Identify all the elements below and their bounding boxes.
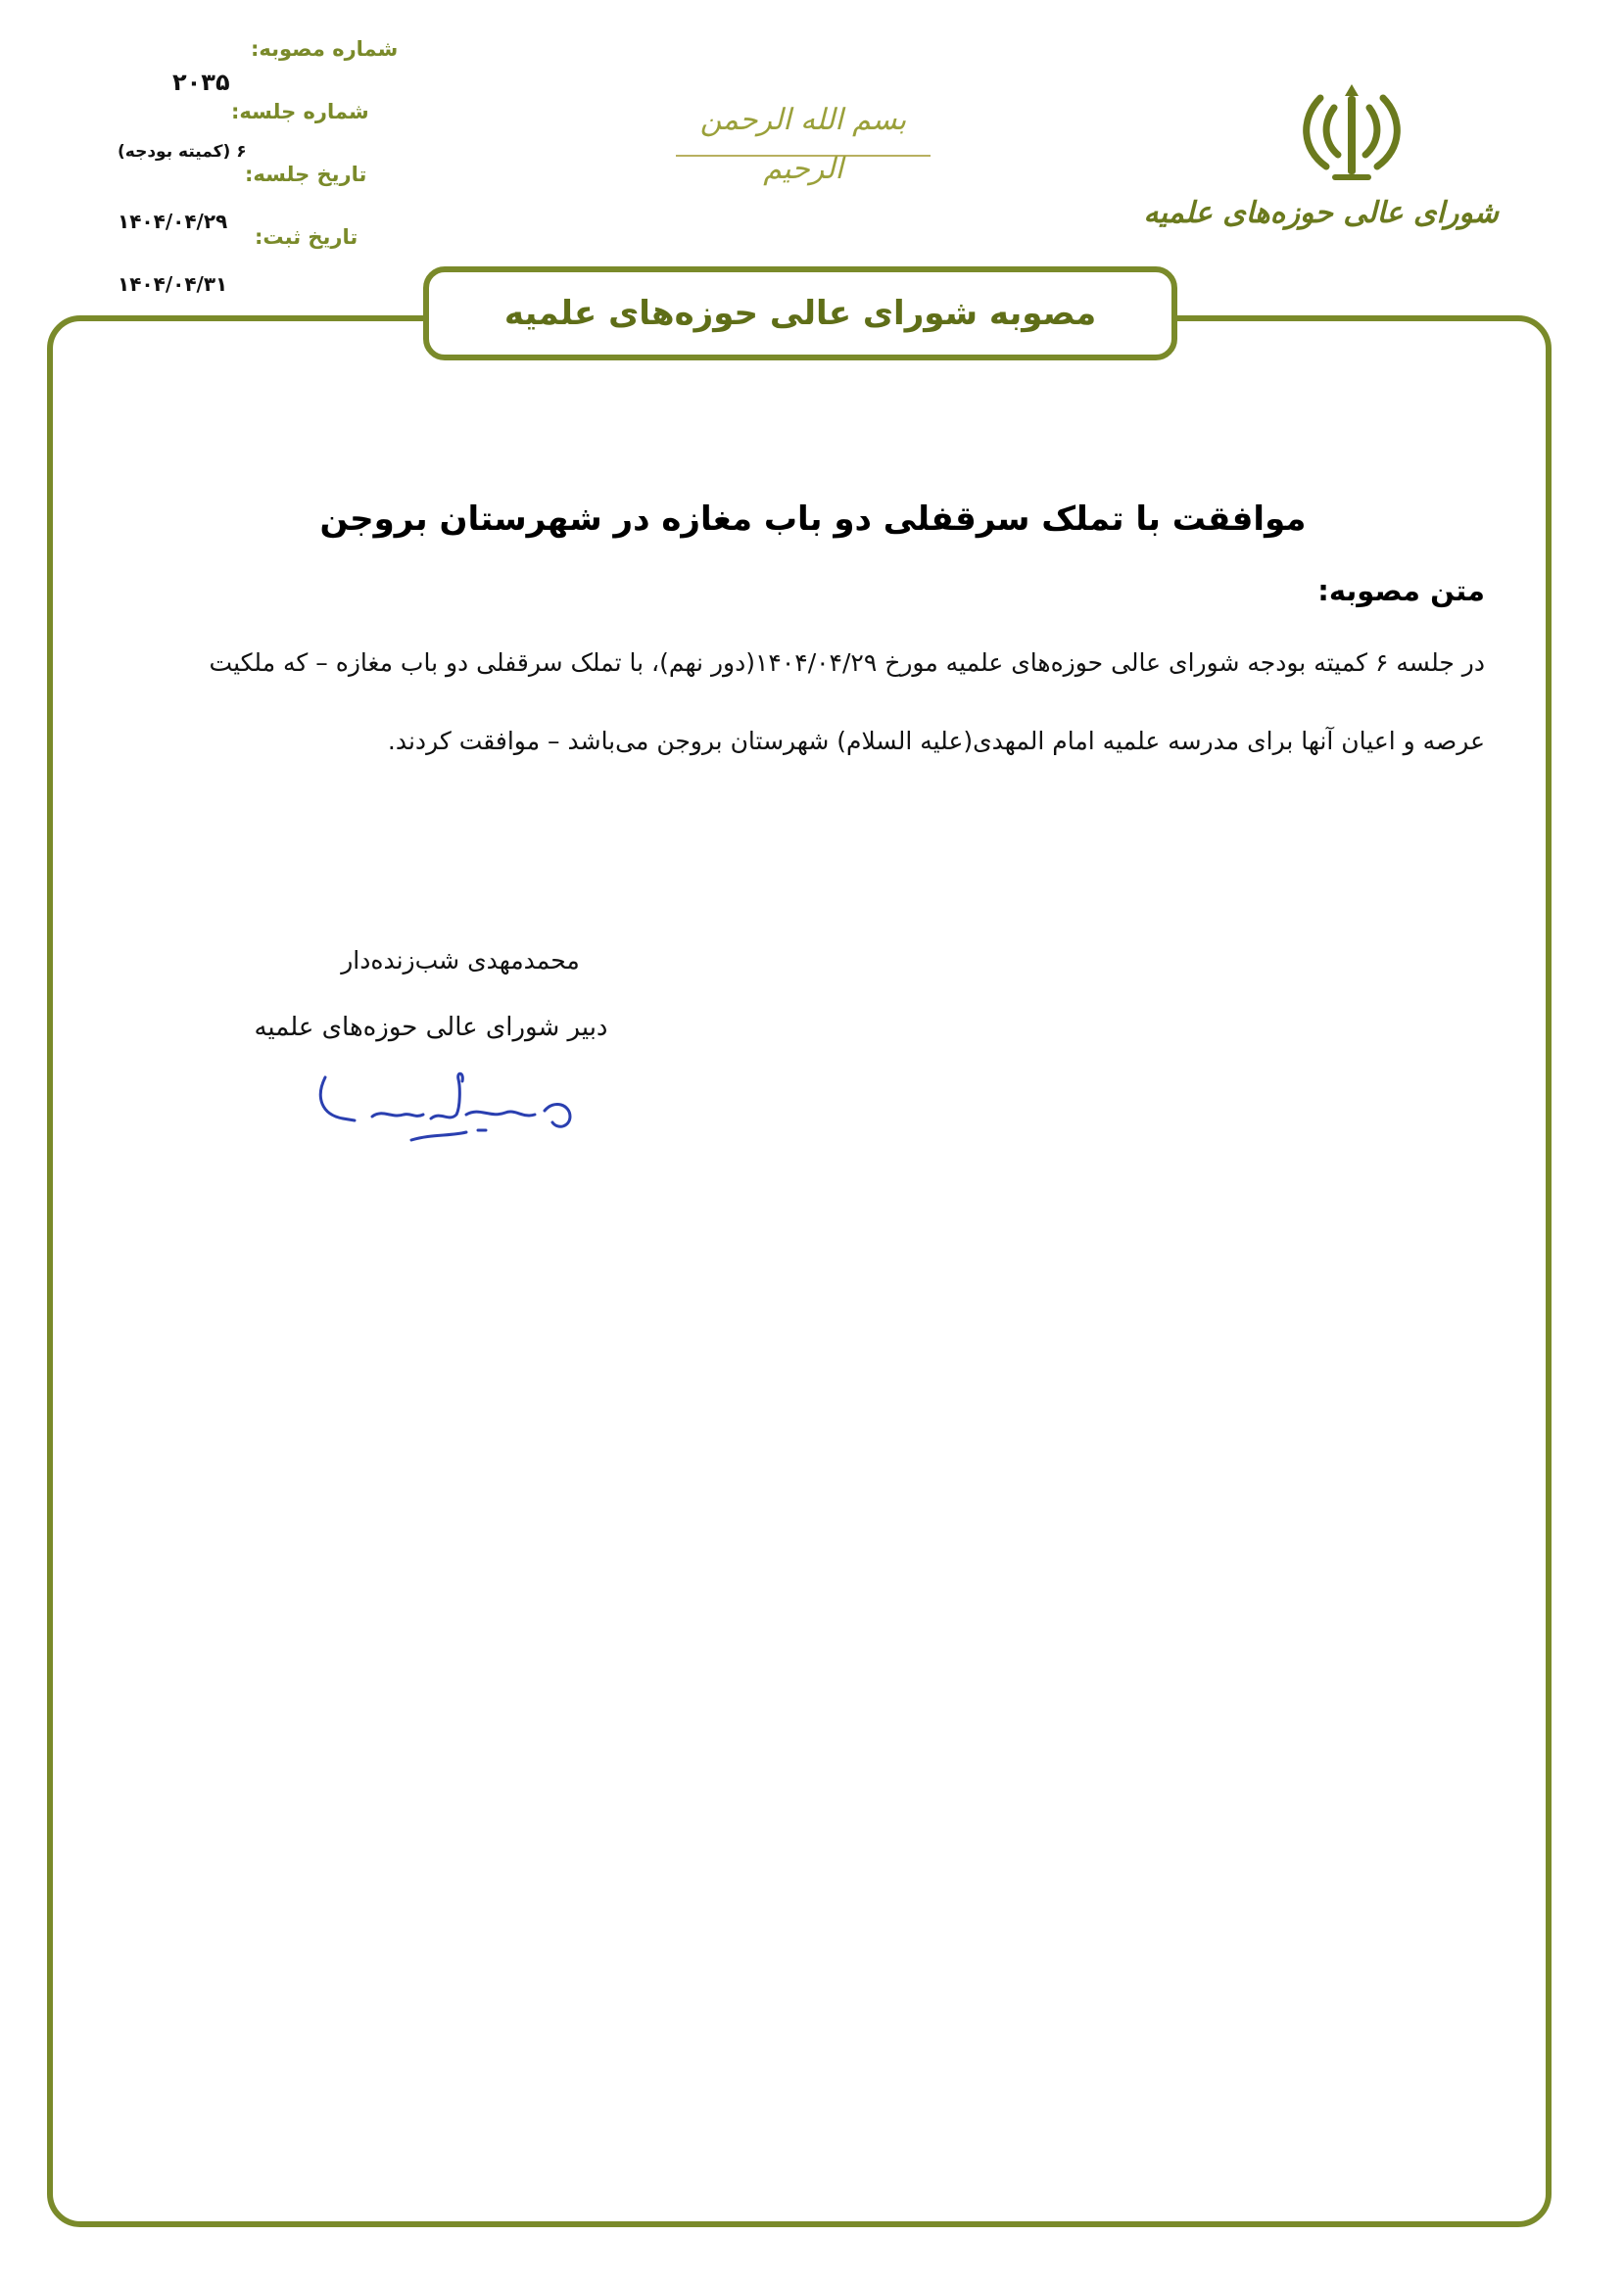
body-line-1: در جلسه ۶ کمیته بودجه شورای عالی حوزه‌های علمیه مورخ ۱۴۰۴/۰۴/۲۹(دور نهم)، با تملک سرقفلی دو باب مغازه – که ملکیت [209,648,1485,677]
body-line-2: عرصه و اعیان آنها برای مدرسه علمیه امام المهدی(علیه السلام) شهرستان بروجن می‌باشد – موافقت کردند. [387,727,1485,755]
approval-number-value: ۲۰۳۵ [172,69,230,96]
session-date-value: ۱۴۰۴/۰۴/۲۹ [118,210,228,233]
basmala: بسم الله الرحمن الرحیم [676,96,931,157]
organization-name: شورای عالی حوزه‌های علمیه [1143,196,1499,230]
document-title: موافقت با تملک سرقفلی دو باب مغازه در شهرستان بروجن [319,500,1307,539]
signatory-name: محمدمهدی شب‌زنده‌دار [341,946,580,975]
header-title: مصوبه شورای عالی حوزه‌های علمیه [503,294,1097,333]
session-date-label: تاریخ جلسه: [245,163,367,186]
handwritten-signature [313,1058,607,1166]
registration-date-label: تاریخ ثبت: [255,225,358,249]
signatory-title: دبیر شورای عالی حوزه‌های علمیه [254,1013,608,1042]
session-number-label: شماره جلسه: [231,100,369,123]
session-number-value: ۶ (کمیته بودجه) [118,142,247,162]
iran-emblem-icon [1293,78,1410,186]
approval-number-label: شماره مصوبه: [251,37,399,61]
header-box [423,266,1177,360]
section-label: متن مصوبه: [1317,574,1485,607]
registration-date-value: ۱۴۰۴/۰۴/۳۱ [118,272,228,296]
